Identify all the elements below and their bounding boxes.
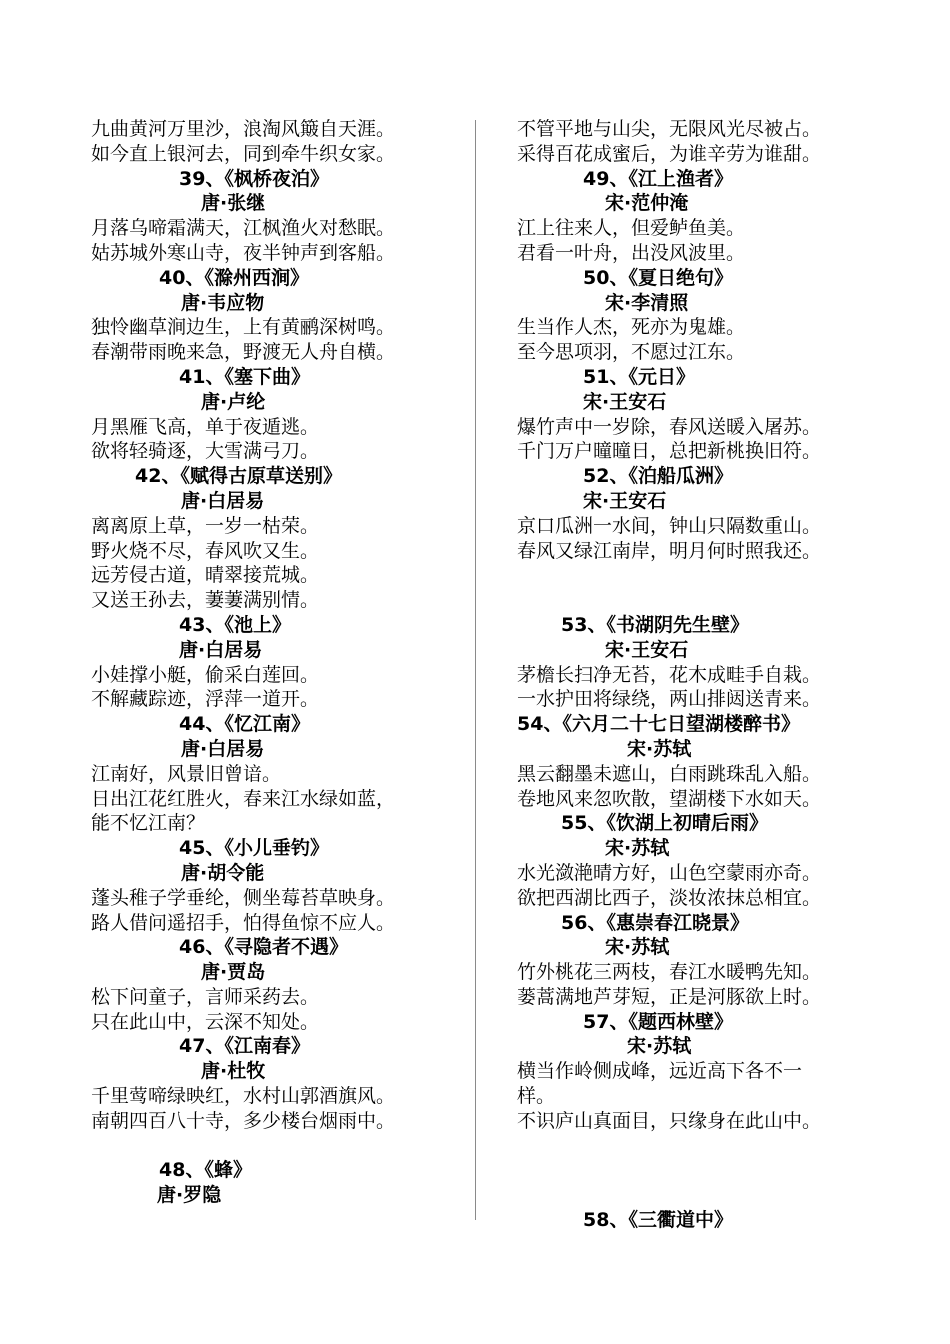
poem-title: 39、《枫桥夜泊》 <box>179 167 329 190</box>
poem-title: 55、《饮湖上初晴后雨》 <box>561 812 768 835</box>
poem-author: 唐·白居易 <box>181 489 265 512</box>
poem-line: 横当作岭侧成峰，远近高下各不一 <box>517 1060 803 1083</box>
poem-line: 至今思项羽，不愿过江东。 <box>517 341 746 364</box>
poem-line: 卷地风来忽吹散，望湖楼下水如天。 <box>517 787 822 810</box>
column-divider <box>475 120 476 1220</box>
poem-author: 宋·苏轼 <box>605 837 670 860</box>
poem-line: 只在此山中，云深不知处。 <box>91 1010 320 1033</box>
poem-title: 48、《蜂》 <box>159 1159 252 1182</box>
poem-line: 路人借问遥招手，怕得鱼惊不应人。 <box>91 911 396 934</box>
poem-author: 宋·苏轼 <box>627 1035 692 1058</box>
poem-line: 月黑雁飞高，单于夜遁逃。 <box>91 415 320 438</box>
poem-author: 唐·白居易 <box>179 638 263 661</box>
blank-line <box>517 1183 877 1208</box>
blank-line <box>517 563 877 613</box>
poem-author: 唐·杜牧 <box>201 1060 266 1083</box>
poem-title: 56、《惠崇春江晓景》 <box>561 911 749 934</box>
poem-line: 独怜幽草涧边生，上有黄鹂深树鸣。 <box>91 316 396 339</box>
poem-author: 宋·苏轼 <box>605 936 670 959</box>
poem-title: 58、《三衢道中》 <box>583 1209 733 1232</box>
poem-title: 43、《池上》 <box>179 613 291 636</box>
poem-line: 日出江花红胜火，春来江水绿如蓝， <box>91 787 396 810</box>
poem-line: 样。 <box>517 1085 556 1108</box>
poem-title: 53、《书湖阴先生壁》 <box>561 613 749 636</box>
poem-author: 唐·卢纶 <box>201 390 266 413</box>
poem-author: 唐·胡令能 <box>181 861 265 884</box>
poem-line: 远芳侵古道，晴翠接荒城。 <box>91 564 320 587</box>
poem-author: 唐·张继 <box>201 192 266 215</box>
poem-title: 54、《六月二十七日望湖楼醉书》 <box>517 713 800 736</box>
poem-title: 50、《夏日绝句》 <box>583 266 733 289</box>
poem-title: 42、《赋得古原草送别》 <box>135 465 342 488</box>
poem-title: 57、《题西林壁》 <box>583 1010 733 1033</box>
poem-author: 宋·王安石 <box>583 390 667 413</box>
poem-line: 欲把西湖比西子，淡妆浓抹总相宜。 <box>517 886 822 909</box>
poem-line: 不识庐山真面目，只缘身在此山中。 <box>517 1109 822 1132</box>
poem-title: 52、《泊船瓜洲》 <box>583 465 733 488</box>
poem-line: 京口瓜洲一水间，钟山只隔数重山。 <box>517 514 822 537</box>
poem-line: 月落乌啼霜满天，江枫渔火对愁眠。 <box>91 217 396 240</box>
poem-line: 姑苏城外寒山寺，夜半钟声到客船。 <box>91 241 396 264</box>
poem-title: 49、《江上渔者》 <box>583 167 733 190</box>
poem-author: 唐·贾岛 <box>201 961 266 984</box>
poem-line: 江上往来人，但爱鲈鱼美。 <box>517 217 746 240</box>
poem-author: 宋·李清照 <box>605 291 689 314</box>
poem-line: 春风又绿江南岸，明月何时照我还。 <box>517 539 822 562</box>
poem-line: 一水护田将绿绕，两山排闼送青来。 <box>517 688 822 711</box>
poem-line: 竹外桃花三两枝，春江水暖鸭先知。 <box>517 961 822 984</box>
poem-author: 宋·苏轼 <box>627 737 692 760</box>
poem-title: 45、《小儿垂钓》 <box>179 837 329 860</box>
poem-title: 44、《忆江南》 <box>179 713 310 736</box>
poem-line: 不解藏踪迹，浮萍一道开。 <box>91 688 320 711</box>
blank-line <box>517 1134 877 1184</box>
poem-line: 蒌蒿满地芦芽短，正是河豚欲上时。 <box>517 985 822 1008</box>
poem-title: 47、《江南春》 <box>179 1035 310 1058</box>
poem-title: 46、《寻隐者不遇》 <box>179 936 348 959</box>
poem-line: 江南好，风景旧曾谙。 <box>91 762 282 785</box>
poem-line: 春潮带雨晚来急，野渡无人舟自横。 <box>91 341 396 364</box>
poem-line: 如今直上银河去，同到牵牛织女家。 <box>91 142 396 165</box>
poem-line: 欲将轻骑逐，大雪满弓刀。 <box>91 440 320 463</box>
blank-line <box>91 1134 463 1159</box>
poem-author: 宋·王安石 <box>583 489 667 512</box>
poem-line: 采得百花成蜜后，为谁辛劳为谁甜。 <box>517 142 822 165</box>
poem-title: 40、《滁州西涧》 <box>159 266 309 289</box>
poem-author: 宋·范仲淹 <box>605 192 689 215</box>
poem-line: 松下问童子，言师采药去。 <box>91 985 320 1008</box>
poem-line: 爆竹声中一岁除，春风送暖入屠苏。 <box>517 415 822 438</box>
poem-title: 41、《塞下曲》 <box>179 365 310 388</box>
poem-line: 千门万户曈曈日，总把新桃换旧符。 <box>517 440 822 463</box>
poem-line: 南朝四百八十寺，多少楼台烟雨中。 <box>91 1109 396 1132</box>
poem-author: 唐·罗隐 <box>157 1184 222 1207</box>
poem-author: 唐·韦应物 <box>181 291 265 314</box>
poem-line: 不管平地与山尖，无限风光尽被占。 <box>517 118 822 140</box>
poem-line: 生当作人杰，死亦为鬼雄。 <box>517 316 746 339</box>
poem-author: 宋·王安石 <box>605 638 689 661</box>
poem-title: 51、《元日》 <box>583 365 695 388</box>
right-column <box>517 117 877 1233</box>
poem-author: 唐·白居易 <box>181 737 265 760</box>
poem-line: 九曲黄河万里沙，浪淘风簸自天涯。 <box>91 118 396 140</box>
left-column <box>91 117 463 1208</box>
poem-line: 离离原上草，一岁一枯荣。 <box>91 514 320 537</box>
poem-line: 野火烧不尽，春风吹又生。 <box>91 539 320 562</box>
poem-line: 小娃撑小艇，偷采白莲回。 <box>91 663 320 686</box>
poem-line: 黑云翻墨未遮山，白雨跳珠乱入船。 <box>517 762 822 785</box>
poem-line: 蓬头稚子学垂纶，侧坐莓苔草映身。 <box>91 886 396 909</box>
poem-line: 又送王孙去，萋萋满别情。 <box>91 589 320 612</box>
poem-line: 水光潋滟晴方好，山色空蒙雨亦奇。 <box>517 861 822 884</box>
poem-line: 千里莺啼绿映红，水村山郭酒旗风。 <box>91 1085 396 1108</box>
poem-line: 茅檐长扫净无苔，花木成畦手自栽。 <box>517 663 822 686</box>
poem-line: 君看一叶舟，出没风波里。 <box>517 241 746 264</box>
poem-line: 能不忆江南？ <box>91 812 206 835</box>
